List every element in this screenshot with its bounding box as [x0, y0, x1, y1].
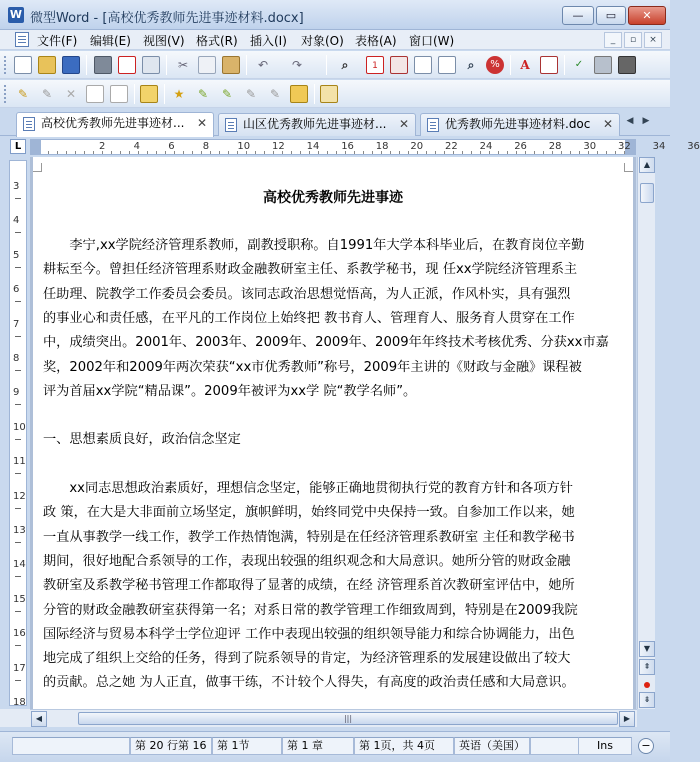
status-spacer: [530, 737, 578, 755]
ruler-tick: [15, 232, 21, 233]
status-bar: [0, 731, 670, 762]
ruler-number: 14: [306, 141, 320, 152]
ruler-tick: [15, 645, 21, 646]
scroll-down-icon[interactable]: ▼: [639, 641, 655, 657]
ruler-number: 34: [652, 141, 666, 152]
edit-icon[interactable]: ✎: [41, 87, 53, 101]
maximize-button[interactable]: ▭: [596, 6, 626, 25]
document-text-line[interactable]: 地完成了组织上交给的任务，得到了院系领导的肯定，为经济管理系的发展建设做出了较大: [43, 651, 571, 667]
scroll-left-icon[interactable]: ◀: [31, 711, 47, 727]
comment-icon[interactable]: [110, 85, 128, 103]
ruler-tick: [15, 542, 21, 543]
ruler-number: 32: [618, 141, 631, 152]
browse-object-icon[interactable]: [644, 682, 650, 688]
vertical-ruler[interactable]: [9, 160, 27, 706]
status-empty-cell: [12, 737, 130, 755]
next-page-icon[interactable]: ⇟: [639, 692, 655, 708]
document-text-line[interactable]: 期间，很好地配合系领导的工作，表现出较强的组织观念和大局意识。她所分管的财政金融: [43, 553, 571, 569]
vertical-scrollbar[interactable]: [637, 157, 655, 709]
tab-scroll-left-icon[interactable]: ◀: [626, 116, 634, 126]
page-layout-icon[interactable]: [414, 56, 432, 74]
document-page[interactable]: [33, 157, 633, 709]
toolbar-separator: [246, 55, 247, 75]
document-text-line[interactable]: 评为首届xx学院“精品课”。2009年被评为xx学 院“教学名师”。: [43, 383, 417, 399]
status-section[interactable]: 第 1节: [212, 737, 282, 755]
close-tab-icon[interactable]: ✕: [602, 117, 613, 131]
document-text-line[interactable]: 国际经济与贸易本科学士学位迎评 工作中表现出较强的组织领导能力和综合协调能力，出色: [43, 626, 575, 642]
scroll-right-icon[interactable]: ▶: [619, 711, 635, 727]
ruler-number: 36: [687, 141, 700, 152]
review-pane-icon[interactable]: [290, 85, 308, 103]
document-tab-bar: [0, 110, 670, 136]
ruler-number: 18: [375, 141, 389, 152]
ruler-number: 26: [514, 141, 527, 152]
menu-view[interactable]: 视图(V): [143, 34, 185, 48]
ruler-tick: [15, 439, 21, 440]
document-area: [30, 157, 636, 709]
open-folder-icon[interactable]: [38, 56, 56, 74]
scroll-up-icon[interactable]: ▲: [639, 157, 655, 173]
toolbar-separator: [164, 84, 165, 104]
save-icon[interactable]: [62, 56, 80, 74]
ruler-tick: [15, 611, 21, 612]
document-text-line[interactable]: 一、思想素质良好，政治信念坚定: [43, 432, 241, 448]
ruler-number: 16: [341, 141, 354, 152]
ruler-number: 11: [13, 456, 26, 468]
accept-all-icon[interactable]: ✎: [221, 87, 233, 101]
ruler-tick: [15, 680, 21, 681]
ruler-tick: [15, 508, 21, 509]
ruler-number: 8: [13, 353, 20, 364]
menu-object[interactable]: 对象(O): [301, 34, 344, 48]
copy-icon[interactable]: [198, 56, 216, 74]
ruler-number: 8: [202, 141, 210, 152]
zoom-icon[interactable]: ⌕: [467, 58, 475, 72]
tab-stop-selector[interactable]: L: [10, 139, 26, 154]
view-buttons: [0, 709, 30, 727]
ruler-number: 6: [168, 141, 175, 152]
status-chapter[interactable]: 第 1 章: [282, 737, 354, 755]
page-number-icon[interactable]: 1: [366, 56, 384, 74]
reject-change-icon[interactable]: ✎: [245, 87, 257, 101]
document-text-line[interactable]: 的事业心和责任感，在平凡的工作岗位上始终把 教书育人、管理育人、服务育人贯穿在工作: [43, 310, 575, 326]
ruler-tick: [15, 473, 21, 474]
window-title: 微型Word - [高校优秀教师先进事迹材料.docx]: [30, 11, 304, 26]
ruler-tick: [15, 198, 21, 199]
link-icon[interactable]: [86, 85, 104, 103]
left-margin-marker[interactable]: [31, 140, 41, 154]
horizontal-scrollbar[interactable]: [30, 709, 637, 727]
ruler-number: 20: [410, 141, 424, 152]
ruler-number: 2: [99, 141, 106, 152]
previous-page-icon[interactable]: ⇞: [639, 659, 655, 675]
ruler-tick: [15, 576, 21, 577]
undo-icon[interactable]: ↶: [257, 58, 269, 72]
ruler-number: 9: [13, 387, 20, 399]
ruler-number: 14: [13, 559, 26, 571]
doc-minimize-button[interactable]: _: [604, 32, 622, 48]
ruler-number: 17: [13, 662, 26, 674]
document-text-line[interactable]: 教研室及系教学秘书管理工作都取得了显著的成绩，在经 济管理系首次教研室评估中，她所: [43, 578, 575, 594]
toolbar-separator: [564, 55, 565, 75]
font-color-icon[interactable]: A: [520, 58, 530, 72]
two-page-icon[interactable]: [438, 56, 456, 74]
object-toolbar: [0, 80, 670, 108]
highlight-icon[interactable]: ✎: [17, 87, 29, 101]
toolbar-grip[interactable]: [4, 56, 7, 74]
status-page-count[interactable]: 第 1页，共 4页: [354, 737, 454, 755]
document-text-line[interactable]: 政 策，在大是大非面前立场坚定，旗帜鲜明，始终同党中央保持一致。自参加工作以来，她: [43, 505, 575, 521]
ruler-number: 5: [13, 249, 20, 261]
close-button[interactable]: ✕: [628, 6, 666, 25]
screenshot-icon[interactable]: [618, 56, 636, 74]
tab-document-2[interactable]: [218, 113, 416, 136]
track-changes-icon[interactable]: [140, 85, 158, 103]
ruler-number: 15: [13, 593, 26, 605]
page-corner-mark: [33, 163, 42, 172]
horizontal-ruler[interactable]: [30, 139, 700, 155]
ruler-number: 7: [13, 318, 20, 330]
menu-format[interactable]: 格式(R): [196, 34, 238, 48]
close-tab-icon[interactable]: ✕: [196, 116, 207, 130]
document-text-line[interactable]: 中，成绩突出。2001年、2003年、2009年、2009年、2009年年终技术考核优秀、分获xx市嘉: [43, 335, 609, 351]
document-text-line[interactable]: 分管的财政金融教研室获得第一名；对系日常的教学管理工作细致周到，特别是在2009我院: [43, 602, 578, 618]
tab-label: 山区优秀教师先进事迹材...: [243, 117, 387, 131]
document-title[interactable]: 高校优秀教师先进事迹: [263, 190, 403, 206]
print-preview-icon[interactable]: [142, 56, 160, 74]
tab-label: 高校优秀教师先进事迹材...: [41, 116, 185, 130]
status-insert-mode[interactable]: Ins: [578, 737, 632, 755]
word-app-icon[interactable]: W: [9, 8, 23, 21]
document-icon: [427, 118, 439, 132]
minimize-button[interactable]: —: [562, 6, 594, 25]
tab-document-1[interactable]: [16, 112, 214, 137]
toolbar-separator: [314, 84, 315, 104]
document-icon[interactable]: [15, 32, 29, 47]
chart-icon[interactable]: [594, 56, 612, 74]
percent-icon[interactable]: %: [486, 56, 504, 74]
zoom-out-button[interactable]: −: [638, 738, 654, 754]
toolbar-separator: [86, 55, 87, 75]
menu-bar: [0, 30, 670, 50]
ruler-tick: [15, 336, 21, 337]
vertical-scroll-thumb[interactable]: [640, 183, 654, 203]
page-corner-mark: [624, 163, 633, 172]
document-icon: [225, 118, 237, 132]
bookmark-icon[interactable]: ★: [173, 87, 185, 101]
ruler-number: 18: [13, 697, 26, 708]
ruler-number: 6: [13, 284, 20, 296]
paste-icon[interactable]: [222, 56, 240, 74]
document-text-line[interactable]: 耕耘至今。曾担任经济管理系财政金融教研室主任、系教学秘书，现 任xx学院经济管理系主: [43, 262, 578, 278]
ruler-number: 3: [13, 181, 20, 192]
ruler-number: 13: [13, 525, 26, 536]
toolbar-grip[interactable]: [4, 85, 7, 103]
ruler-number: 28: [548, 141, 562, 152]
menu-window[interactable]: 窗口(W): [409, 34, 455, 48]
insert-field-icon[interactable]: [390, 56, 408, 74]
pdf-export-icon[interactable]: [118, 56, 136, 74]
doc-restore-button[interactable]: ▫: [624, 32, 642, 48]
menu-insert[interactable]: 插入(I): [250, 34, 287, 48]
ruler-tick: [15, 301, 21, 302]
menu-file[interactable]: 文件(F): [37, 34, 78, 48]
tab-document-3[interactable]: [420, 113, 620, 136]
ruler-number: 12: [272, 141, 285, 152]
print-icon[interactable]: [94, 56, 112, 74]
doc-close-button[interactable]: ×: [644, 32, 662, 48]
document-text-line[interactable]: 奖，2002年和2009年两次荣获“xx市优秀教师”称号，2009年主讲的《财政与金融》课程被: [43, 359, 582, 375]
tab-label: 优秀教师先进事迹材料.doc: [445, 117, 591, 131]
ruler-tick: [15, 267, 21, 268]
ruler-number: 30: [583, 141, 597, 152]
accept-change-icon[interactable]: ✎: [197, 87, 209, 101]
spell-check-icon[interactable]: ✓: [574, 59, 584, 70]
ruler-number: 4: [133, 141, 140, 152]
find-icon[interactable]: ⌕: [341, 58, 349, 72]
new-document-icon[interactable]: [14, 56, 32, 74]
toolbar-separator: [510, 55, 511, 75]
toolbar-separator: [326, 55, 327, 75]
document-icon: [23, 117, 35, 131]
menu-table[interactable]: 表格(A): [355, 34, 397, 48]
ruler-number: 12: [13, 490, 26, 502]
document-text-line[interactable]: 李宁,xx学院经济管理系教师，副教授职称。自1991年大学本科毕业后，在教育岗位辛勤: [43, 238, 585, 253]
protect-document-icon[interactable]: [320, 85, 338, 103]
ruler-number: 4: [13, 215, 20, 227]
cut-icon[interactable]: ✂: [177, 58, 189, 72]
toolbar-separator: [166, 55, 167, 75]
document-text-line[interactable]: 的贡献。总之她 为人正直，做事干练，不计较个人得失，有高度的政治责任感和大局意识。: [43, 675, 575, 691]
menu-edit[interactable]: 编辑(E): [90, 34, 131, 48]
status-language[interactable]: 英语（美国）: [454, 737, 530, 755]
title-bar: [0, 0, 670, 30]
toolbar-separator: [134, 84, 135, 104]
document-text-line[interactable]: 一直从事教学一线工作，教学工作热情饱满，特别是在任经济管理系教研室 主任和教学秘书: [43, 529, 575, 545]
document-text-line[interactable]: xx同志思想政治素质好，理想信念坚定，能够正确地贯彻执行党的教育方针和各项方针: [43, 481, 573, 496]
close-tab-icon[interactable]: ✕: [398, 117, 409, 131]
ruler-number: 16: [13, 628, 26, 640]
delete-icon[interactable]: ✕: [65, 87, 77, 101]
ruler-number: 10: [13, 421, 26, 433]
tab-scroll-right-icon[interactable]: ▶: [642, 116, 650, 126]
redo-icon[interactable]: ↷: [291, 58, 303, 72]
document-text-line[interactable]: 任助理、院教学工作委员会委员。该同志政治思想觉悟高，为人正派，作风朴实，具有强烈: [43, 286, 571, 302]
ruler-number: 22: [445, 141, 458, 152]
ruler-tick: [15, 370, 21, 371]
text-box-icon[interactable]: [540, 56, 558, 74]
ruler-row: [0, 137, 700, 157]
horizontal-scroll-thumb[interactable]: |||: [78, 712, 618, 725]
ruler-number: 24: [479, 141, 493, 152]
ruler-tick: [15, 404, 21, 405]
ruler-number: 10: [237, 141, 251, 152]
reject-all-icon[interactable]: ✎: [269, 87, 281, 101]
status-line-column[interactable]: 第 20 行第 16: [130, 737, 212, 755]
standard-toolbar: [0, 51, 670, 79]
